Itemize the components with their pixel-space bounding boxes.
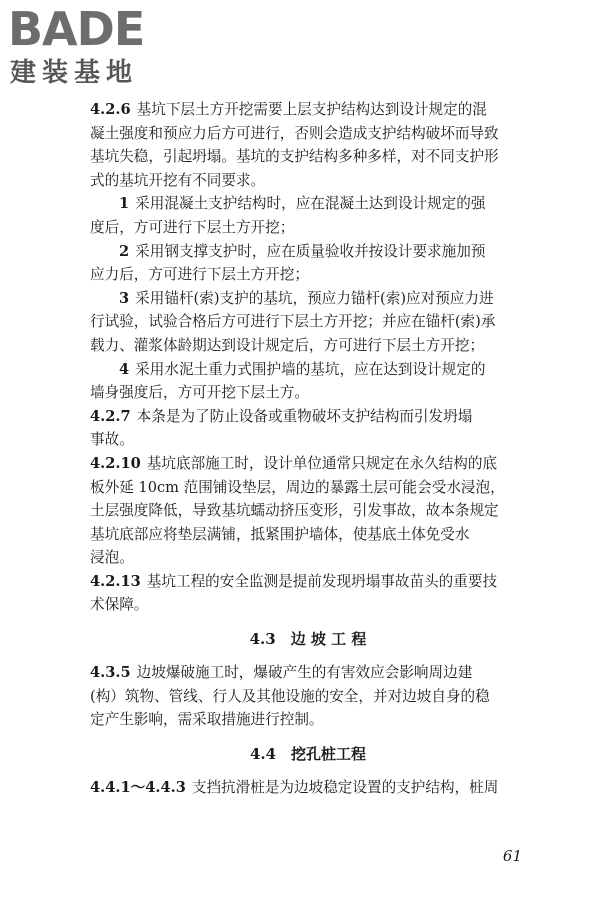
item-text: 采用钢支撑支护时，应在质量验收并按设计要求施加预	[135, 242, 486, 260]
list-item-line: 行试验，试验合格后方可进行下层土方开挖；并应在锚杆(索)承	[90, 313, 496, 331]
page-number: 61	[502, 847, 522, 865]
clause-text: 基坑底部施工时，设计单位通常只规定在永久结构的底	[146, 454, 498, 472]
paragraph-line	[90, 661, 526, 685]
section-heading-4-3: 4.3 边 坡 工 程	[249, 630, 367, 649]
logo-wordmark: BADE	[8, 4, 145, 56]
spacer	[90, 766, 526, 776]
paragraph-line	[90, 405, 526, 429]
paragraph-line: 定产生影响，需采取措施进行控制。	[90, 711, 324, 729]
item-text: 采用水泥土重力式围护墙的基坑，应在达到设计规定的	[135, 360, 486, 378]
item-number: 1	[119, 195, 130, 213]
clause-text: 基坑下层土方开挖需要上层支护结构达到设计规定的混	[136, 101, 487, 118]
paragraph-line: 事故。	[90, 431, 134, 449]
paragraph-line: 基坑失稳，引起坍塌。基坑的支护结构多种多样，对不同支护形	[90, 148, 499, 166]
spacer	[90, 732, 526, 742]
paragraph-line: 土层强度降低，导致基坑蠕动挤压变形，引发事故，故本条规定	[90, 502, 499, 520]
list-item-line: 墙身强度后，方可开挖下层土方。	[90, 384, 309, 402]
paragraph-line: 凝土强度和预应力后方可进行，否则会造成支护结构破坏而导致	[90, 124, 499, 142]
paragraph-line: 基坑底部应将垫层满铺，抵紧围护墙体，使基底土体免受水	[90, 525, 470, 543]
paragraph-line: (构）筑物、管线、行人及其他设施的安全，并对边坡自身的稳	[90, 687, 490, 705]
paragraph-line	[90, 452, 526, 476]
item-number: 4	[119, 360, 130, 378]
paragraph-line: 术保障。	[90, 596, 149, 614]
clause-text: 基坑工程的安全监测是提前发现坍塌事故苗头的重要技	[146, 572, 498, 590]
list-item-line: 度后，方可进行下层土方开挖；	[90, 218, 295, 236]
clause-text: 本条是为了防止设备或重物破坏支护结构而引发坍塌	[136, 407, 473, 425]
clause-number: 4.3.5	[90, 664, 131, 682]
list-item-line: 载力、灌浆体龄期达到设计规定后，方可进行下层土方开挖；	[90, 336, 485, 354]
spacer	[90, 651, 526, 661]
list-item-line	[90, 192, 526, 216]
item-number: 2	[119, 242, 130, 260]
paragraph-line	[90, 570, 526, 594]
clause-number: 4.4.1～4.4.3	[90, 778, 186, 796]
clause-number: 4.2.10	[90, 454, 141, 472]
bade-logo	[8, 4, 178, 92]
clause-text: 边坡爆破施工时，爆破产生的有害效应会影响周边建	[136, 664, 473, 682]
list-item-line	[90, 240, 526, 264]
list-item-line	[90, 287, 526, 311]
paragraph-line: 式的基坑开挖有不同要求。	[90, 171, 266, 189]
list-item-line	[90, 358, 526, 382]
item-number: 3	[119, 289, 130, 307]
section-heading-4-4: 4.4 挖孔桩工程	[249, 744, 367, 763]
document-body	[90, 98, 526, 799]
list-item-line: 应力后，方可进行下层土方开挖；	[90, 266, 309, 284]
paragraph-line	[90, 98, 526, 122]
logo-subtitle: 建装基地	[10, 58, 139, 88]
item-text: 采用混凝土支护结构时，应在混凝土达到设计规定的强	[135, 195, 486, 213]
clause-number: 4.2.13	[90, 572, 141, 590]
paragraph-line: 浸泡。	[90, 549, 134, 567]
spacer	[90, 617, 526, 627]
paragraph-line: 板外延 10cm 范围铺设垫层，周边的暴露土层可能会受水浸泡，	[90, 478, 505, 496]
paragraph-line	[90, 776, 526, 800]
clause-number: 4.2.6	[90, 101, 131, 118]
clause-number: 4.2.7	[90, 407, 131, 425]
item-text: 采用锚杆(索)支护的基坑，预应力锚杆(索)应对预应力进	[135, 289, 494, 307]
clause-text: 支挡抗滑桩是为边坡稳定设置的支护结构，桩周	[191, 778, 499, 796]
